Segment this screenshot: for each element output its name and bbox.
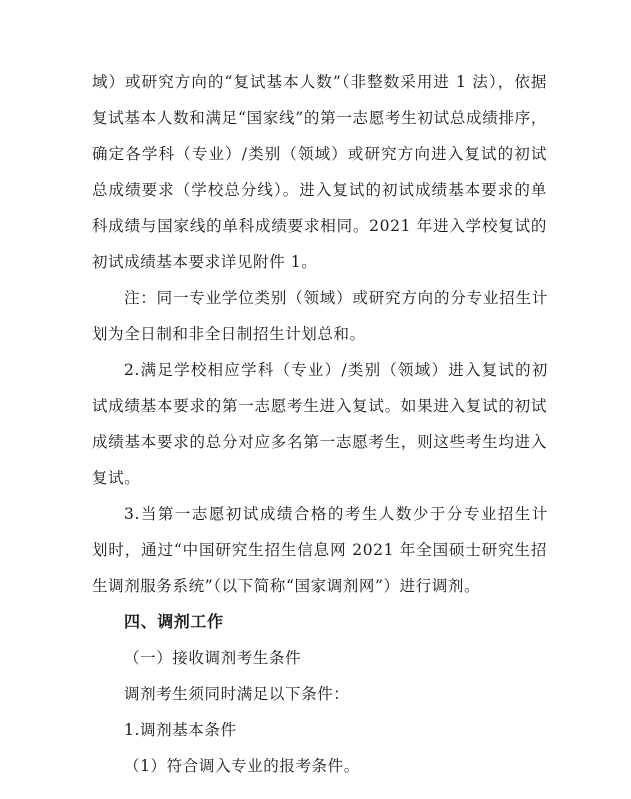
subsection-heading: （一）接收调剂考生条件: [124, 649, 302, 667]
text-line: 划为全日制和非全日制招生计划总和。: [92, 325, 366, 343]
text-line: （1）符合调入专业的报考条件。: [124, 757, 360, 775]
text-line: 调剂考生须同时满足以下条件：: [124, 685, 350, 703]
text-line: 科成绩与国家线的单科成绩要求相同。2021 年进入学校复试的: [92, 217, 547, 235]
text-line: 成绩基本要求的总分对应多名第一志愿考生，则这些考生均进入: [92, 433, 547, 451]
item-2-line: 2.满足学校相应学科（专业）/类别（领域）进入复试的初: [124, 361, 548, 379]
text-line: 划时，通过“中国研究生招生信息网 2021 年全国硕士研究生招: [92, 541, 547, 559]
text-line: 初试成绩基本要求详见附件 1。: [92, 253, 318, 271]
text-line: 复试。: [92, 469, 141, 487]
note-line: 注：同一专业学位类别（领域）或研究方向的分专业招生计: [124, 289, 548, 307]
text-line: 域）或研究方向的“复试基本人数”（非整数采用进 1 法），依据: [92, 73, 547, 91]
text-line: 试成绩基本要求的第一志愿考生进入复试。如果进入复试的初试: [92, 397, 547, 415]
item-3-line: 3.当第一志愿初试成绩合格的考生人数少于分专业招生计: [124, 505, 548, 523]
text-line: 总成绩要求（学校总分线）。进入复试的初试成绩基本要求的单: [92, 181, 547, 199]
text-line: 复试基本人数和满足“国家线”的第一志愿考生初试总成绩排序，: [92, 109, 547, 127]
text-line: 生调剂服务系统”（以下简称“国家调剂网”）进行调剂。: [92, 577, 481, 595]
text-line: 1.调剂基本条件: [124, 721, 237, 739]
section-heading: 四、调剂工作: [124, 612, 224, 631]
text-line: 确定各学科（专业）/类别（领域）或研究方向进入复试的初试: [92, 145, 547, 163]
